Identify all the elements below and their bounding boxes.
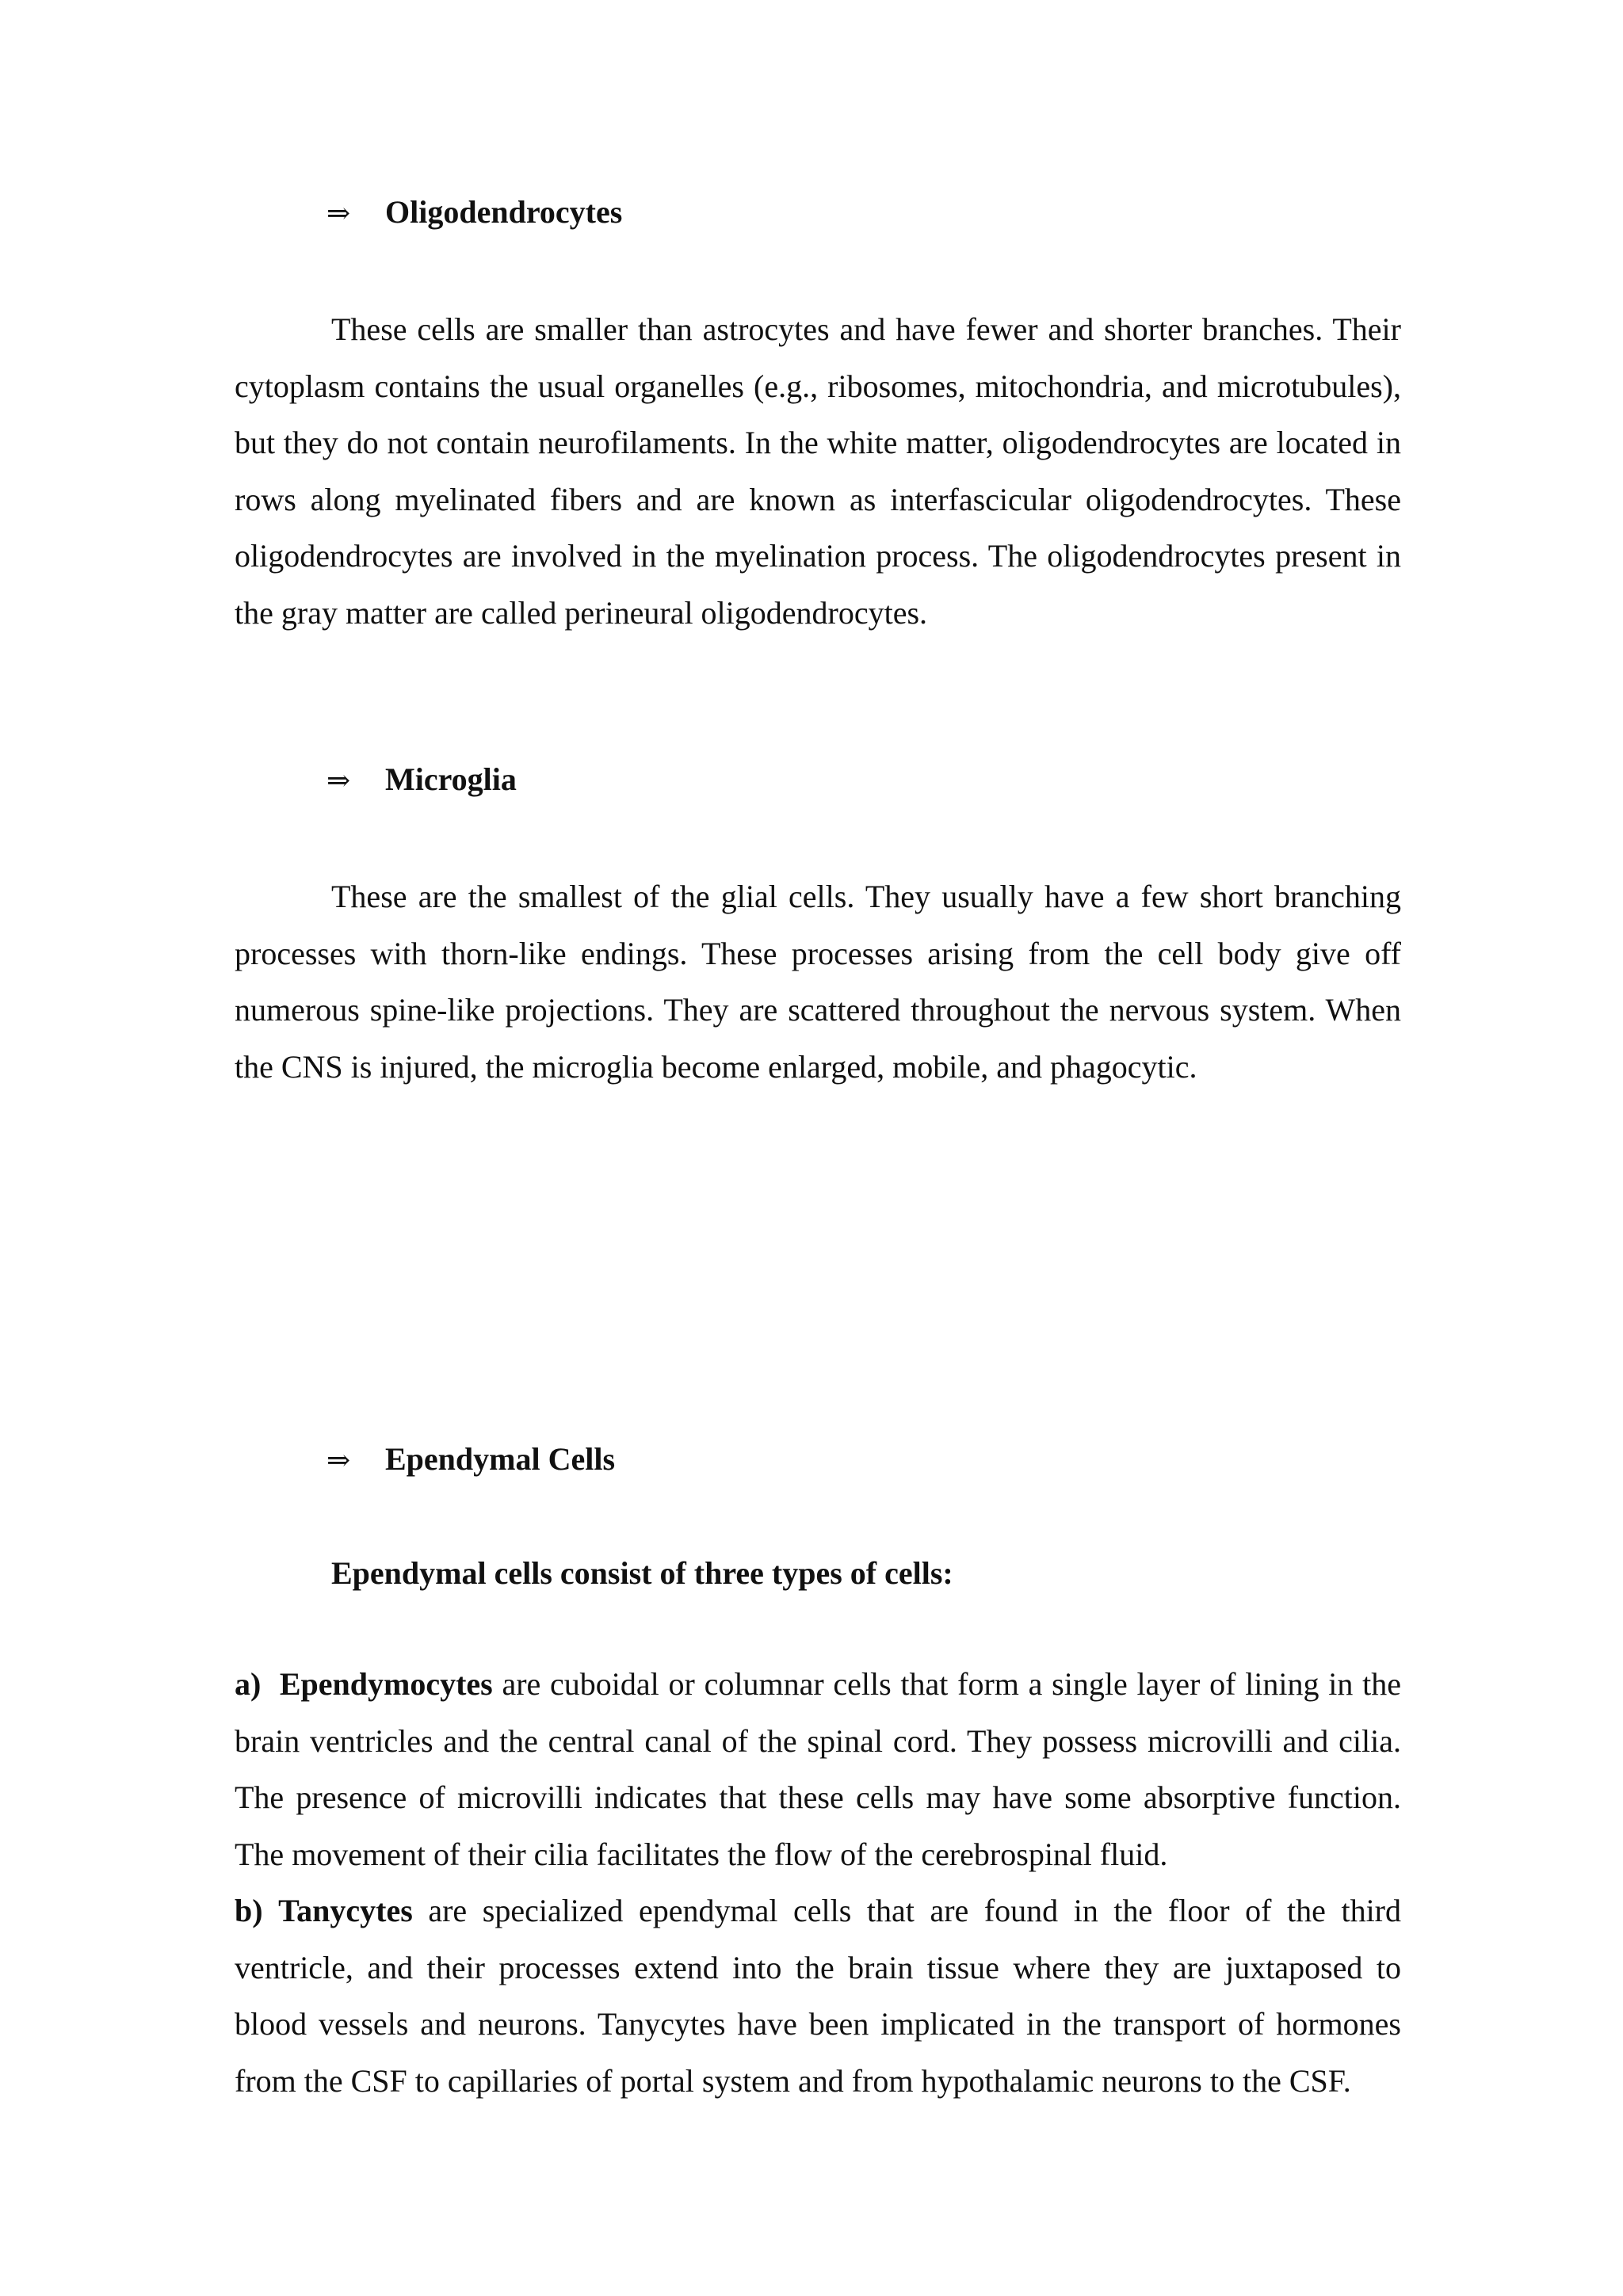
list-term: Tanycytes — [278, 1893, 413, 1928]
section-heading-oligodendrocytes — [327, 193, 622, 231]
list-text: are specialized ependymal cells that are found in the floor of the third ventricle, and their processes extend into the brain tissue where they are juxtaposed to blood vessels and neurons. Tanycytes have been implicated in the transport of hormones from the CSF to capillaries of portal system and from hypothalamic neurons to the CSF. — [235, 1893, 1401, 2099]
section-heading-microglia — [327, 761, 517, 798]
ependymal-intro: Ependymal cells consist of three types of cells: — [331, 1555, 953, 1591]
arrow-icon: ⇒ — [327, 765, 351, 796]
list-term: Ependymocytes — [279, 1666, 493, 1702]
paragraph-microglia — [235, 868, 1401, 1095]
list-text: are cuboidal or columnar cells that form a single layer of lining in the brain ventricles and the central canal of the spinal cord. They possess microvilli and cilia. The presence of microvilli indicates that these cells may have some absorptive function. The movement of their cilia facilitates the flow of the cerebrospinal fluid. — [235, 1666, 1402, 1872]
list-item — [235, 1882, 1401, 2109]
list-marker: a) — [235, 1666, 262, 1702]
arrow-icon: ⇒ — [327, 197, 351, 229]
paragraph-text: These cells are smaller than astrocytes and have fewer and shorter branches. Their cytoplasm contains the usual organelles (e.g., ribosomes, mitochondria, and microtubules), but they do not contain neurofilaments. In the white matter, oligodendrocytes are located in rows along myelinated fibers and are known as interfascicular oligodendrocytes. These oligodendrocytes are involved in the myelination process. The oligodendrocytes present in the gray matter are called perineural oligodendrocytes. — [235, 311, 1401, 631]
section-title: Ependymal Cells — [385, 1441, 616, 1477]
section-title: Microglia — [385, 761, 517, 797]
ependymal-list — [235, 1656, 1401, 2109]
list-item — [235, 1656, 1401, 1882]
arrow-icon: ⇒ — [327, 1444, 351, 1476]
paragraph-oligodendrocytes — [235, 301, 1401, 641]
list-marker: b) — [235, 1893, 263, 1928]
section-heading-ependymal — [327, 1440, 615, 1478]
paragraph-text: These are the smallest of the glial cells. They usually have a few short branching processes with thorn-like endings. These processes arising from the cell body give off numerous spine-like projections. They are scattered throughout the nervous system. When the CNS is injured, the microglia become enlarged, mobile, and phagocytic. — [235, 879, 1401, 1085]
section-title: Oligodendrocytes — [385, 194, 623, 230]
